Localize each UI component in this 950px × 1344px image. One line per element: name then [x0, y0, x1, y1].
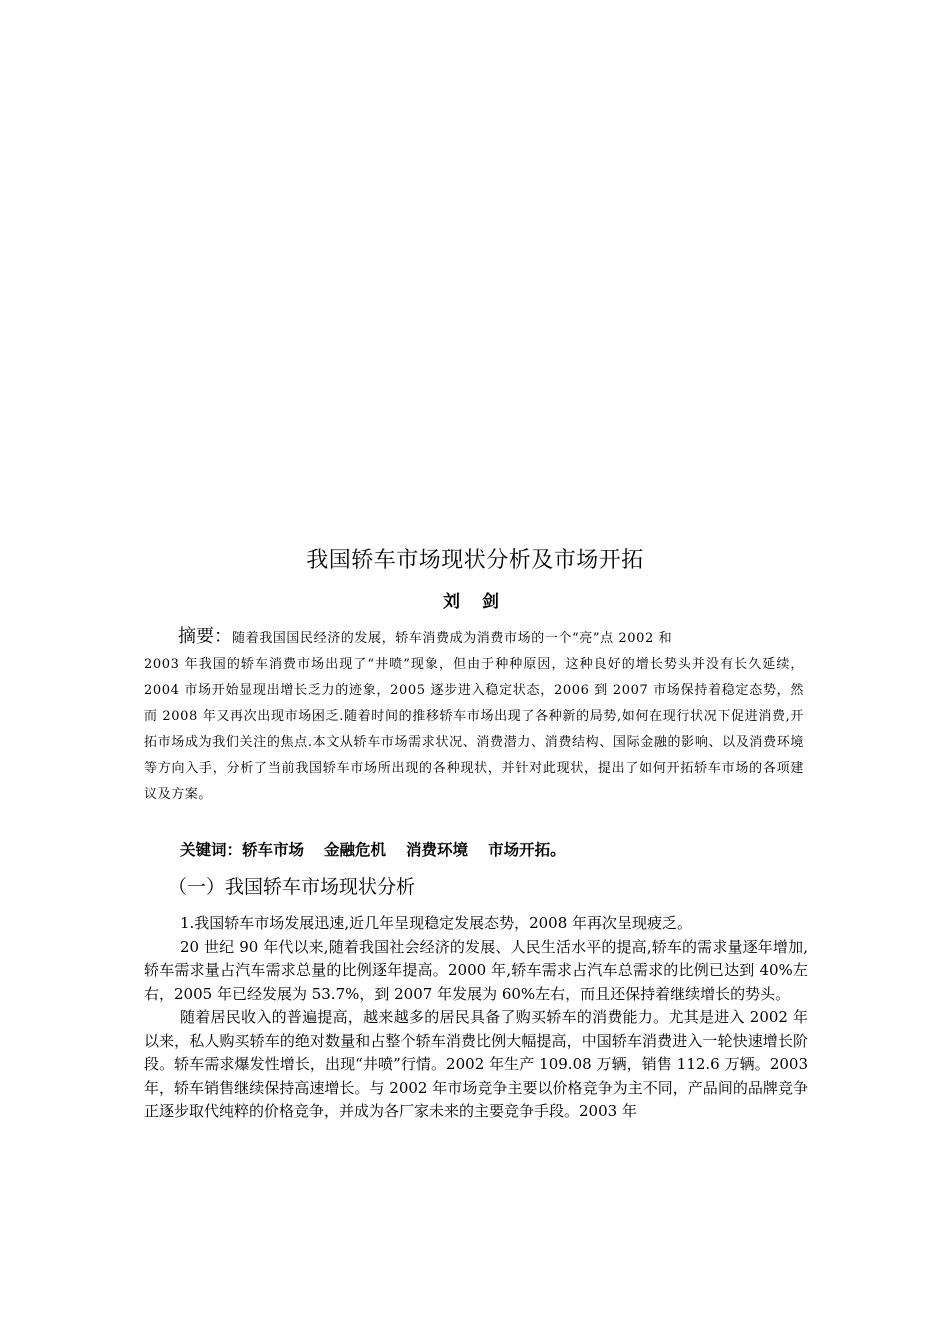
keyword-item: 金融危机: [324, 841, 387, 859]
abstract-first-line-text: 随着我国国民经济的发展，轿车消费成为消费市场的一个“亮”点 2002 和: [232, 631, 673, 646]
document-author: 刘 剑: [443, 592, 507, 612]
keyword-item: 市场开拓。: [488, 841, 566, 859]
body-paragraph: 随着居民收入的普遍提高，越来越多的居民具备了购买轿车的消费能力。尤其是进入 2002 年以来，私人购买轿车的绝对数量和占整个轿车消费比例大幅提高，中国轿车消费进入一轮快速增长阶段。轿车需求爆发性增长，出现“井喷”行情。2002 年生产 109.08 万辆，销售 112.6 万辆。2003 年，轿车销售继续保持高速增长。与 2002 年市场竞争主要以价格竞争为主不同，产品间的品牌竞争正逐步取代纯粹的价格竞争，并成为各厂家未来的主要竞争手段。2003 年: [144, 1008, 808, 1120]
body-paragraph: 1.我国轿车市场发展迅速,近几年呈现稳定发展态势，2008 年再次呈现疲乏。: [180, 914, 693, 932]
body-paragraph: 20 世纪 90 年代以来,随着我国社会经济的发展、人民生活水平的提高,轿车的需求量逐年增加,轿车需求量占汽车需求总量的比例逐年提高。2000 年,轿车需求占汽车总需求的比例已达到 40%左右，2005 年已经发展为 53.7%，到 2007 年发展为 60%左右，而且还保持着继续增长的势头。: [144, 937, 808, 1003]
abstract: [144, 624, 804, 808]
keyword-item: 消费环境: [406, 841, 469, 859]
section-heading: （一）我国轿车市场现状分析: [168, 876, 416, 898]
keywords-label: 关键词：: [180, 841, 243, 859]
abstract-text: 2003 年我国的轿车消费市场出现了“井喷”现象，但由于种种原因，这种良好的增长势头并没有长久延续，2004 市场开始显现出增长乏力的迹象，2005 逐步进入稳定状态，2006 到 2007 市场保持着稳定态势，然而 2008 年又再次出现市场困乏.随着时间的推移轿车市场出现了各种新的局势,如何在现行状况下促进消费,开拓市场成为我们关注的焦点.本文从轿车市场需求状况、消费潜力、消费结构、国际金融的影响、以及消费环境等方向入手，分析了当前我国轿车市场所出现的各种现状，并针对此现状，提出了如何开拓轿车市场的各项建议及方案。: [144, 657, 804, 802]
abstract-label: 摘要：: [178, 626, 232, 647]
abstract-first-line: [144, 624, 804, 652]
document-title: 我国轿车市场现状分析及市场开拓: [306, 548, 644, 573]
keyword-item: 轿车市场: [242, 841, 305, 859]
keywords: [180, 838, 820, 862]
body-text: [144, 912, 808, 1124]
